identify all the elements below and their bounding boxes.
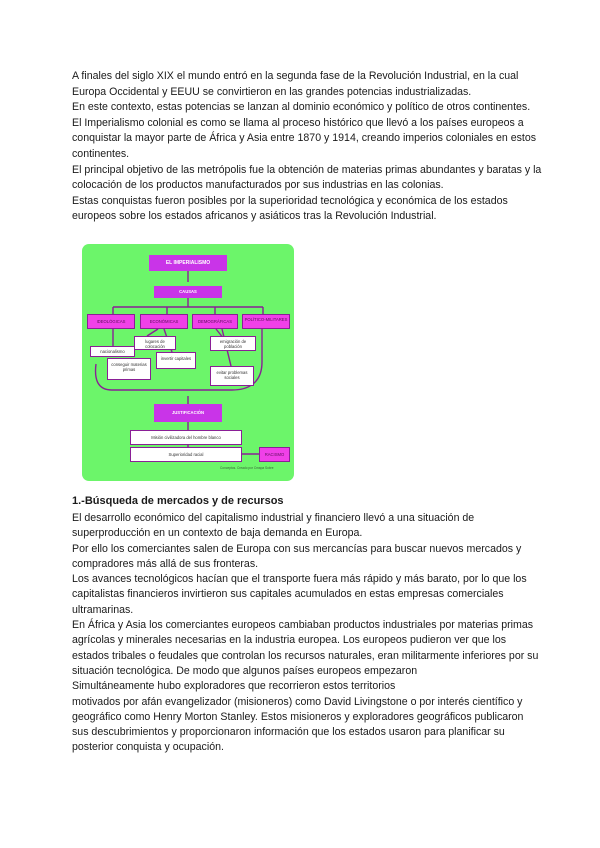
- section-paragraph: Simultáneamente hubo exploradores que recorrieron estos territorios: [72, 680, 396, 693]
- racial-superiority-node: Superioridad racial: [130, 447, 242, 462]
- capital-node: invertir capitales: [156, 352, 196, 369]
- demographic-node: DEMOGRÁFICAS: [192, 314, 238, 329]
- section-paragraph: Los avances tecnológicos hacían que el transporte fuera más rápido y más barato, por lo que los capitalistas financieros invirtieron sus capitales acumulados en estas empresas comerciales ultramarinas.: [72, 573, 527, 616]
- ideological-node: IDEOLÓGICAS: [87, 314, 135, 329]
- section-paragraph: motivados por afán evangelizador (misioneros) como David Livingstone o por interés científico y geográfico como Henry Morton Stanley. Estos misioneros y exploradores geográficos publicaron sus descubrimientos y proporcionaron información que los estados usaron para planificar su posterior conquista y ocupación.: [72, 695, 524, 754]
- intro-paragraph: A finales del siglo XIX el mundo entró en la segunda fase de la Revolución Industrial, en la cual Europa Occidental y EEUU se convirtieron en las grandes potencias industrializadas.: [72, 70, 519, 98]
- overpopulation-node: evitar problemas sociales: [210, 366, 254, 386]
- section-markets-resources: [72, 494, 542, 756]
- civilizing-mission-node: Misión civilizadora del hombre blanco: [130, 430, 242, 445]
- diagram-title: EL IMPERIALISMO: [149, 255, 227, 271]
- imperialism-concept-map: [82, 244, 294, 481]
- markets-node: lugares de colocación: [134, 336, 176, 350]
- causes-node: CAUSAS: [154, 286, 222, 298]
- political-node: POLÍTICO-MILITARES: [242, 314, 290, 329]
- intro-paragraph: En este contexto, estas potencias se lanzan al dominio económico y político de otros continentes.: [72, 101, 531, 114]
- intro-paragraph: Estas conquistas fueron posibles por la superioridad tecnológica y económica de los estados europeos sobre los estados africanos y asiáticos tras la Revolución Industrial.: [72, 194, 508, 223]
- raw-materials-node: conseguir materias primas: [107, 358, 151, 380]
- racism-node: RACISMO: [259, 447, 290, 462]
- section-paragraph: El desarrollo económico del capitalismo industrial y financiero llevó a una situación de superproducción en un contexto de baja demanda en Europa.: [72, 512, 475, 540]
- section-paragraph: Por ello los comerciantes salen de Europa con sus mercancías para buscar nuevos mercados y compradores más allá de sus fronteras.: [72, 542, 522, 570]
- section-heading: 1.-Búsqueda de mercados y de recursos: [72, 495, 284, 507]
- diagram-credit: Conceptos. Creado por Cmapa Sobre: [220, 466, 274, 470]
- justification-node: JUSTIFICACIÓN: [154, 404, 222, 422]
- intro-paragraph: El principal objetivo de las metrópolis fue la obtención de materias primas abundantes y baratas y la colocación de los productos manufacturados por sus industrias en las colonias.: [72, 163, 542, 192]
- emigration-node: emigración de población: [210, 336, 256, 351]
- intro-paragraph: El Imperialismo colonial es como se llama al proceso histórico que llevó a los países europeos a conquistar la mayor parte de África y Asia entre 1870 y 1914, creando imperios coloniales en estos continentes.: [72, 116, 537, 160]
- intro-text: [72, 69, 542, 225]
- nationalism-node: nacionalismo: [90, 346, 135, 357]
- section-paragraph: En África y Asia los comerciantes europeos cambiaban productos industriales por materias primas agrícolas y minerales necesarias en la industria europea. Los europeos pudieron ver que los estados tribales o feudales que controlan los recursos naturales, eran militarmente inferiores por su situación tecnológica. De modo que algunos países europeos empezaron: [72, 619, 539, 677]
- economic-node: ECONÓMICAS: [140, 314, 188, 329]
